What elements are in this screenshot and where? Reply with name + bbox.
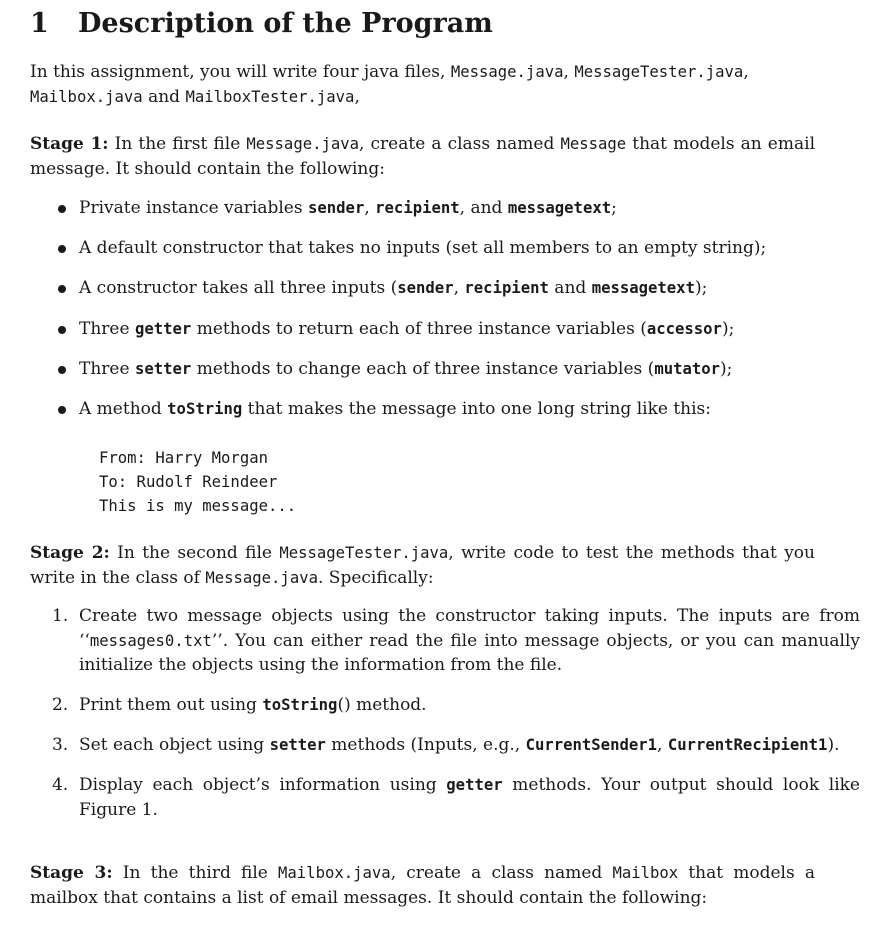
example-current-sender: CurrentSender1	[525, 736, 658, 754]
intro-text: ,	[354, 86, 360, 107]
kw-setter: setter	[134, 360, 192, 378]
kw-mutator: mutator	[654, 360, 721, 378]
kw-tostring: toString	[262, 696, 338, 714]
stage1-class: Message	[560, 135, 627, 153]
stage1-text: that models an email message. It should contain the following:	[30, 134, 816, 179]
intro-text: and	[142, 86, 186, 107]
section-heading	[30, 6, 493, 42]
bullet-text: ,	[364, 198, 376, 218]
kw-tostring: toString	[167, 400, 243, 418]
stage2-text: In the second file	[109, 543, 280, 563]
bullet-text: A default constructor that takes no inputs (set all members to an empty string);	[79, 238, 767, 258]
item-text: Display each object’s information using	[79, 775, 447, 795]
item-text: Create two message objects using the constructor taking inputs. The inputs are from	[79, 606, 860, 626]
stage2-label: Stage 2:	[30, 543, 110, 563]
item-number: 4.	[52, 775, 69, 795]
file-message-java: Message.java	[450, 63, 564, 81]
item-text: methods. Your output should look like Figure 1.	[79, 775, 860, 820]
bullet-text: Three	[79, 319, 135, 339]
item-number: 3.	[52, 735, 69, 755]
item-text: . You can either read the file into message objects, or you can manually initialize the objects using the information from the file.	[79, 630, 860, 675]
stage1-text: , create a class named	[359, 134, 561, 154]
item-text: () method.	[337, 695, 427, 715]
stage2-text: , write code to test the methods that you write in the class of	[30, 543, 815, 588]
kw-setter: setter	[269, 736, 326, 754]
bullet-text: , and	[459, 198, 508, 218]
list-item	[30, 693, 427, 718]
bullet-text: );	[720, 359, 733, 379]
bullet-item	[30, 196, 617, 221]
bullet-item	[30, 317, 734, 342]
list-item	[30, 604, 860, 678]
bullet-icon	[58, 285, 66, 293]
bullet-item	[30, 236, 766, 261]
bullet-text: Three	[79, 359, 135, 379]
stage3-label: Stage 3:	[30, 863, 113, 883]
item-number: 1.	[52, 606, 69, 626]
bullet-text: A constructor takes all three inputs (	[79, 278, 398, 298]
file-message-tester-java: MessageTester.java	[574, 63, 744, 81]
file-mailbox-tester-java: MailboxTester.java	[185, 87, 355, 106]
intro-text: In this assignment, you will write four java files,	[30, 62, 451, 82]
bullet-text: ;	[611, 198, 617, 218]
stage3-text: , create a class named	[390, 863, 613, 883]
stage1-file: Message.java	[246, 135, 360, 153]
file-messages0-txt: messages0.txt	[89, 631, 212, 650]
bullet-text: Private instance variables	[79, 198, 308, 218]
var-sender: sender	[308, 199, 365, 217]
bullet-icon	[58, 326, 66, 334]
item-text: Set each object using	[79, 735, 270, 755]
section-title: Description of the Program	[78, 8, 493, 39]
bullet-text: );	[721, 319, 735, 339]
stage3-text: In the third file	[112, 863, 279, 883]
item-text: ).	[827, 735, 840, 755]
kw-accessor: accessor	[646, 320, 722, 338]
bullet-icon	[58, 406, 66, 414]
list-item	[30, 773, 860, 822]
bullet-text: and	[548, 278, 592, 298]
tostring-example	[99, 446, 296, 518]
item-text: ,	[657, 735, 668, 755]
stage2-text: . Specifically:	[318, 567, 434, 588]
example-line: To: Rudolf Reindeer	[99, 473, 278, 491]
stage3-file: Mailbox.java	[278, 864, 391, 882]
stage1-label: Stage 1:	[30, 134, 109, 154]
file-mailbox-java: Mailbox.java	[30, 87, 143, 106]
bullet-text: ,	[453, 278, 465, 298]
var-recipient: recipient	[464, 279, 549, 297]
bullet-icon	[58, 366, 66, 374]
example-line: From: Harry Morgan	[99, 449, 268, 467]
list-item	[30, 733, 839, 758]
bullet-text: methods to change each of three instance variables (	[191, 359, 655, 379]
bullet-text: that makes the message into one long string like this:	[242, 399, 712, 419]
stage3-paragraph	[30, 861, 815, 910]
var-sender: sender	[397, 279, 454, 297]
var-messagetext: messagetext	[591, 279, 695, 297]
kw-getter: getter	[134, 320, 192, 338]
stage1-text: In the first file	[108, 134, 247, 154]
stage3-text: that models a mailbox that contains a list of email messages. It should contain the following:	[30, 863, 815, 908]
bullet-text: );	[694, 278, 708, 298]
bullet-item	[30, 276, 707, 301]
bullet-text: A method	[79, 399, 168, 419]
item-text: ’’	[211, 630, 223, 651]
bullet-item	[30, 357, 732, 382]
stage3-class: Mailbox	[612, 864, 679, 882]
stage1-paragraph	[30, 132, 815, 181]
kw-getter: getter	[446, 776, 503, 794]
example-line: This is my message...	[99, 497, 297, 515]
item-text: ‘‘	[79, 630, 90, 651]
item-text: Print them out using	[79, 695, 263, 715]
separator: ,	[743, 62, 749, 82]
bullet-text: methods to return each of three instance variables (	[191, 319, 647, 339]
stage2-file: MessageTester.java	[279, 544, 449, 562]
stage2-paragraph	[30, 541, 815, 590]
bullet-icon	[58, 205, 66, 213]
bullet-item	[30, 397, 711, 422]
intro-paragraph	[30, 60, 815, 109]
bullet-icon	[58, 245, 66, 253]
var-recipient: recipient	[375, 199, 460, 217]
item-text: methods (Inputs, e.g.,	[325, 735, 526, 755]
item-number: 2.	[52, 695, 69, 715]
section-number: 1	[30, 8, 49, 39]
var-messagetext: messagetext	[507, 199, 612, 217]
separator: ,	[563, 62, 575, 82]
example-current-recipient: CurrentRecipient1	[667, 736, 828, 754]
stage2-file: Message.java	[205, 568, 318, 587]
